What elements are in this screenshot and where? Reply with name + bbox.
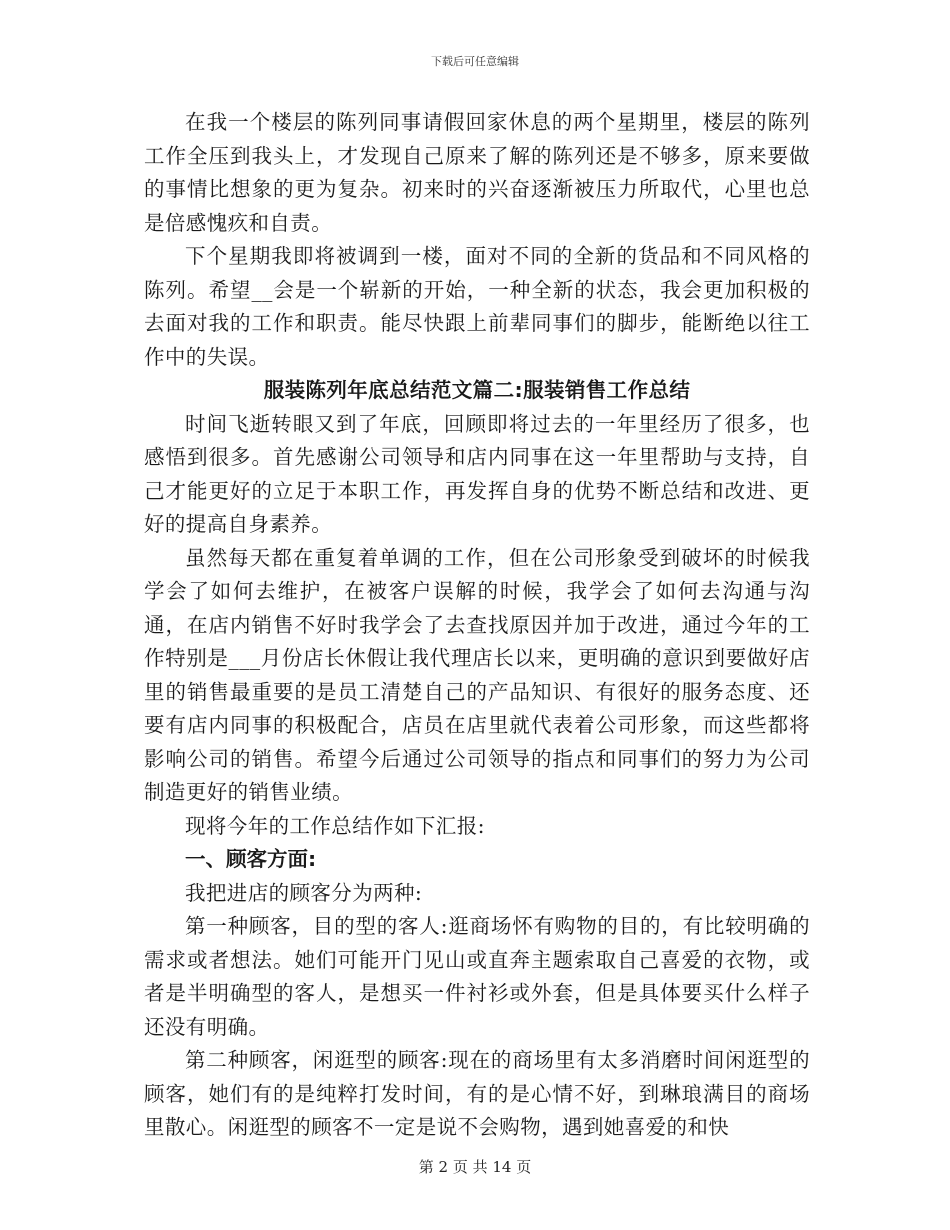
header-note: 下载后可任意编辑 [431, 55, 519, 68]
paragraph: 第一种顾客，目的型的客人:逛商场怀有购物的目的，有比较明确的需求或者想法。她们可能开门见山或直奔主题索取自己喜爱的衣物，或者是半明确型的客人，是想买一件衬衫或外套，但是具体要买什么样子还没有明确。 [144, 914, 810, 1039]
paragraph: 在我一个楼层的陈列同事请假回家休息的两个星期里，楼层的陈列工作全压到我头上，才发现自己原来了解的陈列还是不够多，原来要做的事情比想象的更为复杂。初来时的兴奋逐渐被压力所取代，心里也总是倍感愧疚和自责。 [144, 110, 810, 235]
paragraph: 我把进店的顾客分为两种: [185, 880, 423, 905]
subheading: 一、顾客方面: [185, 847, 317, 871]
page-number: 第 2 页 共 14 页 [418, 1158, 532, 1176]
paragraph: 第二种顾客，闲逛型的顾客:现在的商场里有太多消磨时间闲逛型的顾客，她们有的是纯粹打发时间，有的是心情不好，到琳琅满目的商场里散心。闲逛型的顾客不一定是说不会购物，遇到她喜爱的和快 [144, 1048, 810, 1139]
document-body [144, 106, 810, 1145]
paragraph: 下个星期我即将被调到一楼，面对不同的全新的货品和不同风格的陈列。希望__会是一个崭新的开始，一种全新的状态，我会更加积极的去面对我的工作和职责。能尽快跟上前辈同事们的脚步，能断绝以往工作中的失误。 [144, 244, 810, 369]
paragraph: 现将今年的工作总结作如下汇报: [185, 813, 485, 838]
paragraph: 时间飞逝转眼又到了年底，回顾即将过去的一年里经历了很多，也感悟到很多。首先感谢公司领导和店内同事在这一年里帮助与支持，自己才能更好的立足于本职工作，再发挥自身的优势不断总结和改进、更好的提高自身素养。 [144, 411, 810, 536]
paragraph: 虽然每天都在重复着单调的工作，但在公司形象受到破坏的时候我学会了如何去维护，在被客户误解的时候，我学会了如何去沟通与沟通，在店内销售不好时我学会了去查找原因并加于改进，通过今年的工作特别是___月份店长休假让我代理店长以来，更明确的意识到要做好店里的销售最重要的是员工清楚自己的产品知识、有很好的服务态度、还要有店内同事的积极配合，店员在店里就代表着公司形象，而这些都将影响公司的销售。希望今后通过公司领导的指点和同事们的努力为公司制造更好的销售业绩。 [144, 545, 810, 804]
section-title: 服装陈列年底总结范文篇二:服装销售工作总结 [263, 378, 691, 402]
